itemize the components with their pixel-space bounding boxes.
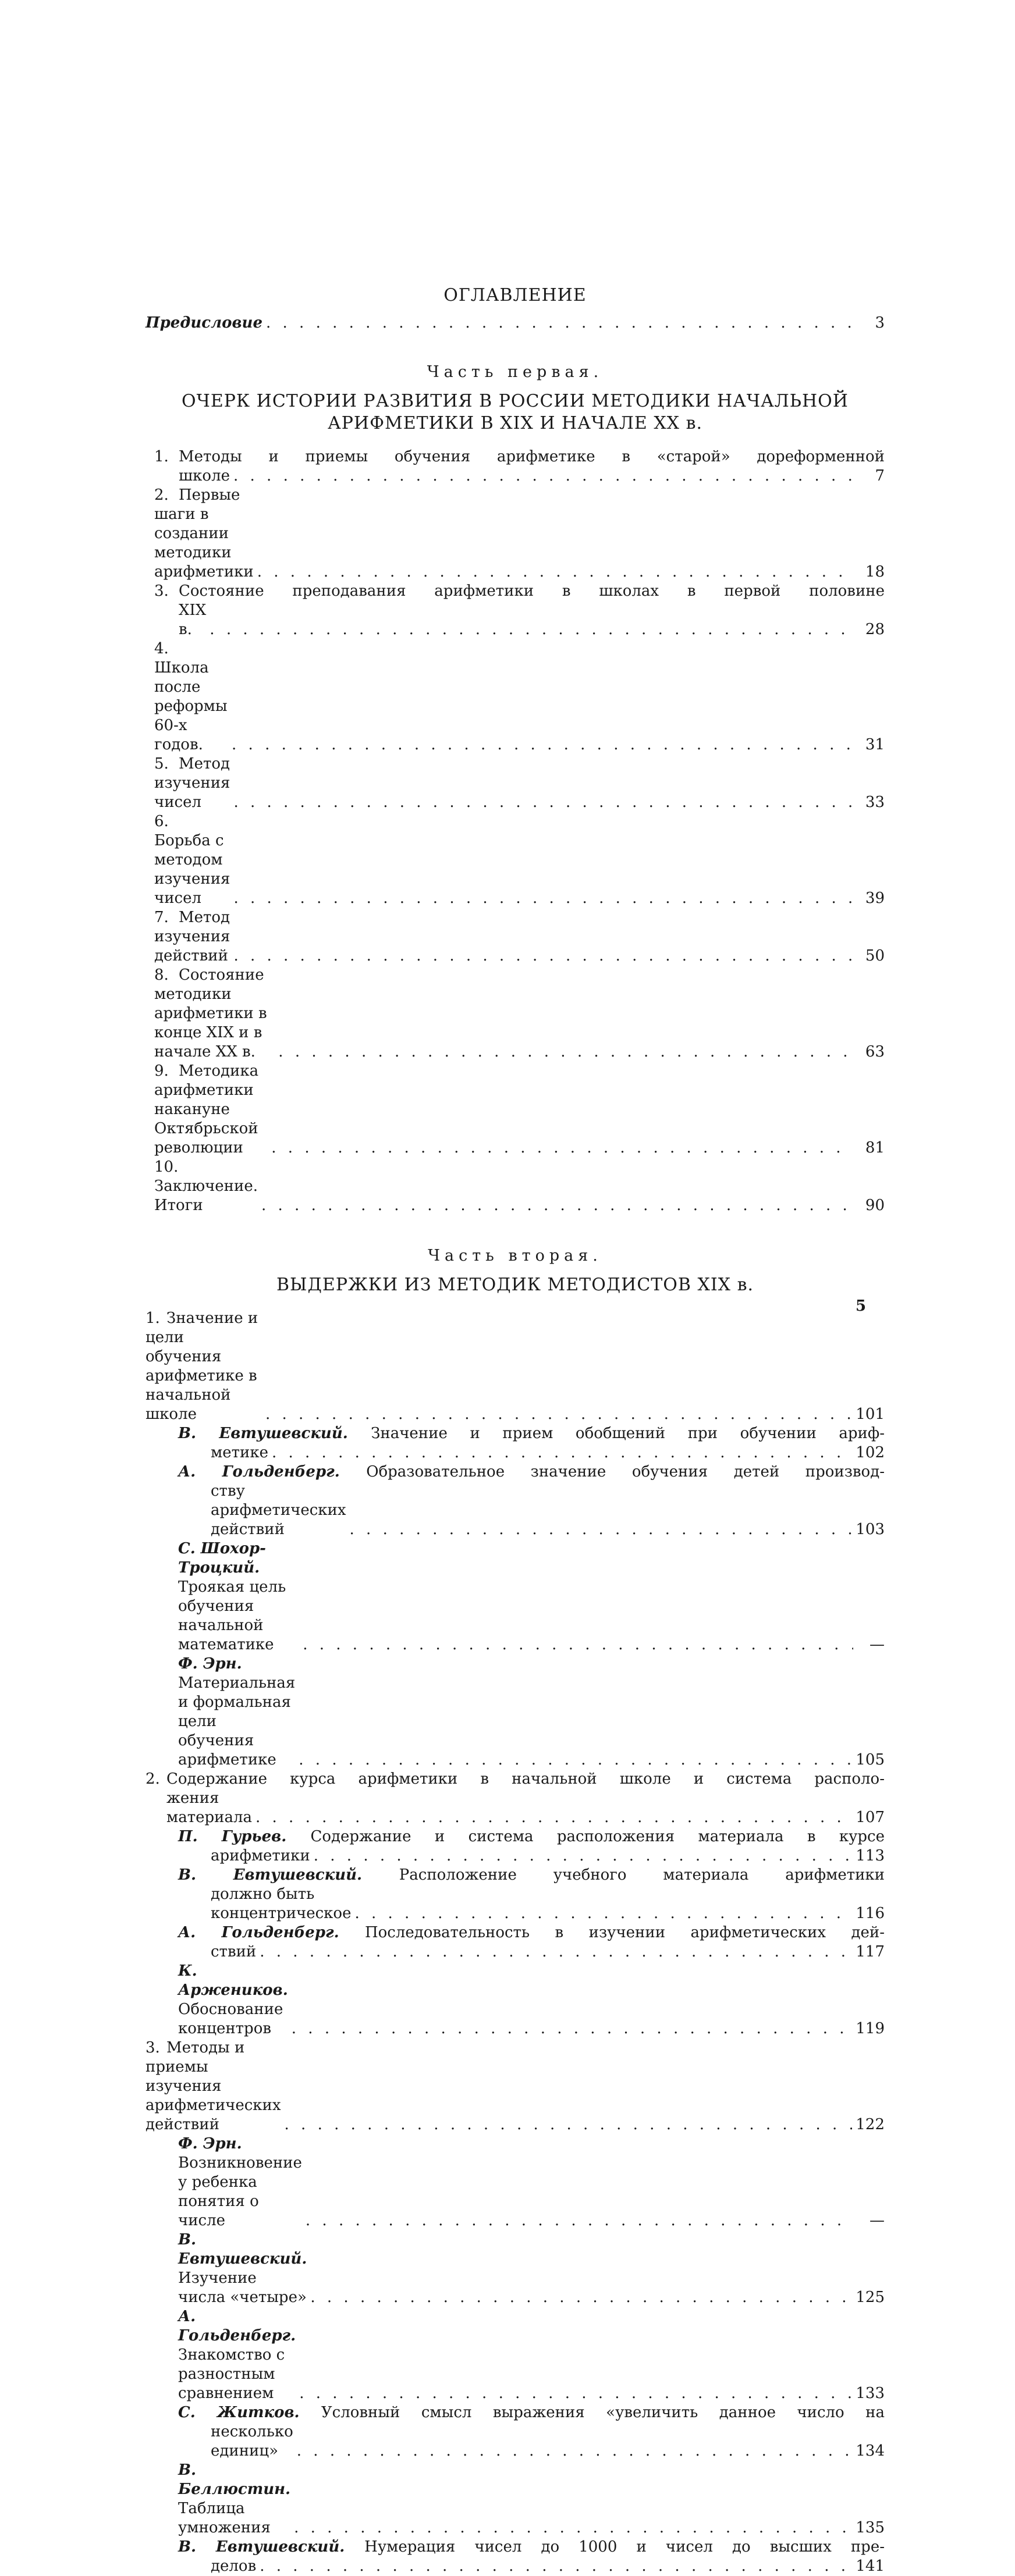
entry-number: 2. <box>154 486 169 504</box>
entry-text: Метод изучения действий <box>154 909 230 965</box>
author-name: В. Евтушевский. <box>178 1425 371 1442</box>
page-number: 7 <box>875 467 885 485</box>
entry-line <box>178 1827 885 1846</box>
entry-last-line <box>178 1482 885 1539</box>
entry-line <box>178 1424 885 1443</box>
part1-entry <box>154 486 885 582</box>
entry-text: Материальная и формальная цели обучения арифметике <box>178 1674 296 1769</box>
entry-text-wrap <box>154 966 275 1062</box>
entry-text: Обоснование концентров <box>178 2001 283 2037</box>
entry-text: Методы и приемы обучения арифметике в «старой» дореформенной <box>179 448 885 465</box>
dot-leader <box>233 793 853 812</box>
part1-title <box>145 390 885 435</box>
entry-last-line <box>145 1789 885 1827</box>
page-number: 116 <box>856 1905 885 1922</box>
entry-text: Состояние методики арифметики в конце XIX и в начале XX в. <box>154 966 267 1061</box>
part1-entry <box>154 582 885 639</box>
dot-leader <box>350 1520 853 1539</box>
page-number: 39 <box>865 889 885 907</box>
dot-leader <box>261 1196 853 1215</box>
author-name: В. Евтушевский. <box>178 1866 399 1884</box>
dot-leader <box>299 1750 852 1770</box>
entry-text-wrap <box>178 2307 296 2403</box>
dot-leader <box>354 1904 852 1923</box>
section-number: 1. <box>145 1310 160 1327</box>
entry-text: должно быть концентрическое <box>211 1885 352 1922</box>
entry-text-wrap <box>154 812 230 908</box>
page-number: 133 <box>856 2385 885 2402</box>
dot-leader <box>292 2019 853 2038</box>
entry-number: 9. <box>154 1062 169 1080</box>
dot-leader <box>297 2442 853 2461</box>
entry-text-wrap <box>178 2461 290 2538</box>
entry-text-wrap <box>154 908 230 966</box>
entry-last-line <box>178 1885 885 1923</box>
entry-text: Школа после реформы 60-х годов. <box>154 659 228 753</box>
dot-leader <box>271 1138 853 1158</box>
toc-entry <box>154 812 885 908</box>
part2-section <box>145 1770 885 2038</box>
entry-text: Первые шаги в создании методики арифметики <box>154 486 254 581</box>
page-number: 105 <box>856 1751 885 1769</box>
section-number: 3. <box>145 2039 160 2056</box>
part1-entry <box>154 812 885 908</box>
entry-text-wrap <box>154 486 254 582</box>
dot-leader <box>260 2557 852 2576</box>
entry-text: Нумерация чисел до 1000 и чисел до высших пре- <box>364 2538 885 2556</box>
entry-text: Метод изучения чисел <box>154 755 230 811</box>
dot-leader <box>303 1635 853 1655</box>
toc-entry <box>178 1539 885 1655</box>
entry-text-wrap <box>178 1539 299 1655</box>
entry-line <box>145 2038 885 2134</box>
toc-entry <box>178 2403 885 2461</box>
entry-text: Методика арифметики накануне Октябрьской революции <box>154 1062 259 1157</box>
author-name: П. Гурьев. <box>178 1828 311 1845</box>
entry-text: Условный смысл выражения «увеличить данное число на <box>321 2404 885 2421</box>
entry-text: Таблица умножения <box>178 2500 271 2536</box>
entry-text: делов <box>211 2557 257 2575</box>
dot-leader <box>233 467 853 486</box>
author-name: С. Житков. <box>178 2404 321 2421</box>
entry-line <box>154 486 885 582</box>
part1-entry <box>154 1062 885 1158</box>
entry-line <box>178 2538 885 2557</box>
entry-text: Троякая цель обучения начальной математике <box>178 1578 286 1653</box>
page-number: 102 <box>856 1444 885 1461</box>
toc-entry <box>178 1866 885 1923</box>
toc-entry <box>145 1770 885 1827</box>
toc-entry <box>145 2038 885 2134</box>
entry-line <box>145 1770 885 1789</box>
page-number: 28 <box>865 621 885 638</box>
toc-entry <box>178 1923 885 1962</box>
entry-last-line <box>154 467 885 486</box>
page-number: 33 <box>865 794 885 811</box>
entry-text: Последовательность в изучении арифметических дей- <box>364 1924 885 1941</box>
entry-text: Заключение. Итоги <box>154 1177 258 1214</box>
dot-leader <box>265 1405 852 1424</box>
entry-text: жения материала <box>166 1789 252 1826</box>
dot-leader <box>257 563 853 582</box>
part1-heading: Часть первая. <box>427 363 604 381</box>
part1-title-line2: АРИФМЕТИКИ В XIX И НАЧАЛЕ XX в. <box>328 413 702 433</box>
author-name: А. Гольденберг. <box>178 1463 367 1481</box>
page-number: 117 <box>856 1943 885 1961</box>
page-number: — <box>870 1636 885 1653</box>
toc-entry <box>145 1309 885 1424</box>
page-number: 90 <box>865 1197 885 1214</box>
page-number: 50 <box>865 947 885 965</box>
page-number: 101 <box>856 1406 885 1423</box>
entry-line <box>178 1962 885 2038</box>
subsection-list <box>145 2134 885 2576</box>
dot-leader <box>299 2384 852 2403</box>
entry-number: 1. <box>154 448 169 465</box>
entry-line <box>154 812 885 908</box>
author-name: А. Гольденберг. <box>178 1924 365 1941</box>
entry-text: Образовательное значение обучения детей производ- <box>366 1463 885 1481</box>
entry-text: Значение и цели обучения арифметике в начальной школе <box>145 1310 258 1423</box>
author-name: С. Шохор-Троцкий. <box>178 1540 266 1577</box>
toc-entry <box>178 1962 885 2038</box>
entry-text: Состояние преподавания арифметики в школах в первой половине <box>179 582 885 600</box>
part1-title-line1: ОЧЕРК ИСТОРИИ РАЗВИТИЯ В РОССИИ МЕТОДИКИ НАЧАЛЬНОЙ <box>182 391 849 411</box>
entry-number: 7. <box>154 909 169 926</box>
part2-title: ВЫДЕРЖКИ ИЗ МЕТОДИК МЕТОДИСТОВ XIX в. <box>276 1275 754 1295</box>
entry-text: школе <box>179 467 230 485</box>
entry-line <box>178 2230 885 2307</box>
dot-leader <box>255 1808 852 1827</box>
dot-leader <box>232 735 853 755</box>
entry-line <box>154 755 885 812</box>
page-number: 113 <box>856 1847 885 1865</box>
entry-line <box>178 1463 885 1482</box>
entry-line <box>154 908 885 966</box>
page-number: 31 <box>865 736 885 753</box>
entry-line <box>145 1309 885 1424</box>
entry-line <box>154 447 885 467</box>
dot-leader <box>306 2211 853 2230</box>
entry-last-line <box>178 1443 885 1463</box>
dot-leader <box>233 947 853 966</box>
toc-entry <box>178 2307 885 2403</box>
dot-leader <box>310 2288 852 2307</box>
part1-entry <box>154 908 885 966</box>
entry-line <box>178 1923 885 1942</box>
entry-text-wrap <box>178 2230 307 2307</box>
entry-text: ствий <box>211 1943 257 1961</box>
entry-line <box>154 1158 885 1215</box>
page-number: 141 <box>856 2557 885 2575</box>
entry-last-line <box>178 1846 885 1866</box>
entry-number: 4. <box>154 640 169 657</box>
entry-text: Расположение учебного материала арифметики <box>399 1866 885 1884</box>
part1-entry <box>154 755 885 812</box>
toc-entry <box>154 1062 885 1158</box>
entry-line <box>154 1062 885 1158</box>
entry-text: Знакомство с разностным сравнением <box>178 2346 285 2402</box>
page-number: 125 <box>856 2289 885 2306</box>
entry-text-wrap <box>178 1962 288 2038</box>
dot-leader <box>266 314 853 333</box>
entry-line <box>154 582 885 601</box>
entry-text: арифметики <box>211 1847 310 1865</box>
dot-leader <box>210 620 853 639</box>
part1-entry <box>154 966 885 1062</box>
author-name: К. Аржеников. <box>178 1962 288 1999</box>
part2-heading: Часть вторая. <box>428 1247 602 1265</box>
entry-text: Значение и прием обобщений при обучении ариф- <box>371 1425 885 1442</box>
entry-number: 3. <box>154 582 169 600</box>
entry-text: несколько единиц» <box>211 2423 293 2460</box>
entry-text-wrap <box>154 1158 258 1215</box>
dot-leader <box>285 2115 853 2134</box>
toc-entry <box>178 2134 885 2230</box>
toc-entry <box>154 755 885 812</box>
table-of-contents <box>145 285 885 2576</box>
part2-section <box>145 2038 885 2576</box>
toc-entry <box>154 1158 885 1215</box>
entry-line <box>154 966 885 1062</box>
toc-entry <box>178 1463 885 1539</box>
entry-text-wrap <box>154 1062 268 1158</box>
entry-text: Методы и приемы изучения арифметических действий <box>145 2039 281 2133</box>
toc-entry <box>178 2461 885 2538</box>
entry-last-line <box>178 2557 885 2576</box>
entry-number: 5. <box>154 755 169 773</box>
toc-entry-preface <box>145 314 885 333</box>
entry-number: 8. <box>154 966 169 984</box>
toc-entry <box>154 908 885 966</box>
author-name: Ф. Эрн. <box>178 2135 242 2152</box>
entry-text-wrap <box>154 639 228 755</box>
dot-leader <box>260 1942 852 1962</box>
page-number: — <box>870 2212 885 2229</box>
toc-entry <box>154 447 885 486</box>
subsection-list <box>145 1424 885 1770</box>
page-number: 119 <box>856 2020 885 2037</box>
toc-entry <box>154 582 885 639</box>
toc-entry <box>154 966 885 1062</box>
page-number: 107 <box>856 1809 885 1826</box>
entry-text-wrap <box>178 1655 295 1770</box>
entry-text-wrap <box>145 1309 262 1424</box>
section-number: 2. <box>145 1770 160 1788</box>
entry-text: XIX в. <box>179 602 207 638</box>
entry-last-line <box>178 1942 885 1962</box>
page-number: 103 <box>856 1521 885 1538</box>
toc-entry <box>154 486 885 582</box>
entry-text: Содержание и система расположения материала в курсе <box>310 1828 885 1845</box>
entry-line <box>154 639 885 755</box>
page-number: 135 <box>856 2519 885 2536</box>
page-number: 81 <box>865 1139 885 1157</box>
dot-leader <box>278 1043 853 1062</box>
entry-text-wrap <box>145 2038 281 2134</box>
toc-title: ОГЛАВЛЕНИЕ <box>443 285 587 305</box>
author-name: В. Евтушевский. <box>178 2231 307 2268</box>
part1-entry <box>154 447 885 486</box>
entry-number: 6. <box>154 813 169 830</box>
entry-text: Изучение числа «четыре» <box>178 2269 307 2306</box>
page-number: 63 <box>865 1043 885 1061</box>
entry-text: Борьба с методом изучения чисел <box>154 832 230 907</box>
toc-entry <box>154 639 885 755</box>
part1-list <box>145 447 885 1215</box>
part2-list <box>145 1309 885 2576</box>
entry-line <box>178 2134 885 2230</box>
dot-leader <box>233 889 853 908</box>
entry-text-wrap <box>154 755 230 812</box>
toc-entry <box>178 1424 885 1463</box>
toc-entry <box>178 2230 885 2307</box>
dot-leader <box>294 2518 852 2538</box>
page-number: 3 <box>875 314 885 332</box>
toc-entry <box>178 2538 885 2576</box>
toc-entry <box>178 1655 885 1770</box>
page-number: 134 <box>856 2442 885 2460</box>
entry-line <box>178 1866 885 1885</box>
page-folio: 5 <box>856 1297 867 1315</box>
subsection-list <box>145 1827 885 2038</box>
dot-leader <box>272 1443 852 1463</box>
part1-entry <box>154 639 885 755</box>
entry-line <box>178 2403 885 2422</box>
entry-text-wrap <box>178 2134 302 2230</box>
entry-last-line <box>154 601 885 639</box>
entry-line <box>178 1539 885 1655</box>
preface-label: Предисловие <box>145 314 262 332</box>
entry-last-line <box>178 2422 885 2461</box>
dot-leader <box>314 1846 853 1866</box>
toc-entry <box>178 1827 885 1866</box>
entry-line <box>178 2461 885 2538</box>
part1-entry <box>154 1158 885 1215</box>
entry-line <box>178 2307 885 2403</box>
entry-text: ству арифметических действий <box>211 1482 346 1538</box>
page-number: 122 <box>856 2116 885 2133</box>
entry-number: 10. <box>154 1158 179 1176</box>
author-name: В. Евтушевский. <box>178 2538 365 2556</box>
entry-line <box>178 1655 885 1770</box>
author-name: В. Беллюстин. <box>178 2461 291 2498</box>
page-number: 18 <box>865 563 885 581</box>
entry-text: Возникновение у ребенка понятия о числе <box>178 2154 302 2229</box>
entry-text: Содержание курса арифметики в начальной школе и система располо- <box>166 1770 885 1788</box>
author-name: А. Гольденберг. <box>178 2308 296 2344</box>
entry-text: метике <box>211 1444 268 1461</box>
author-name: Ф. Эрн. <box>178 1655 242 1673</box>
part2-section <box>145 1309 885 1770</box>
